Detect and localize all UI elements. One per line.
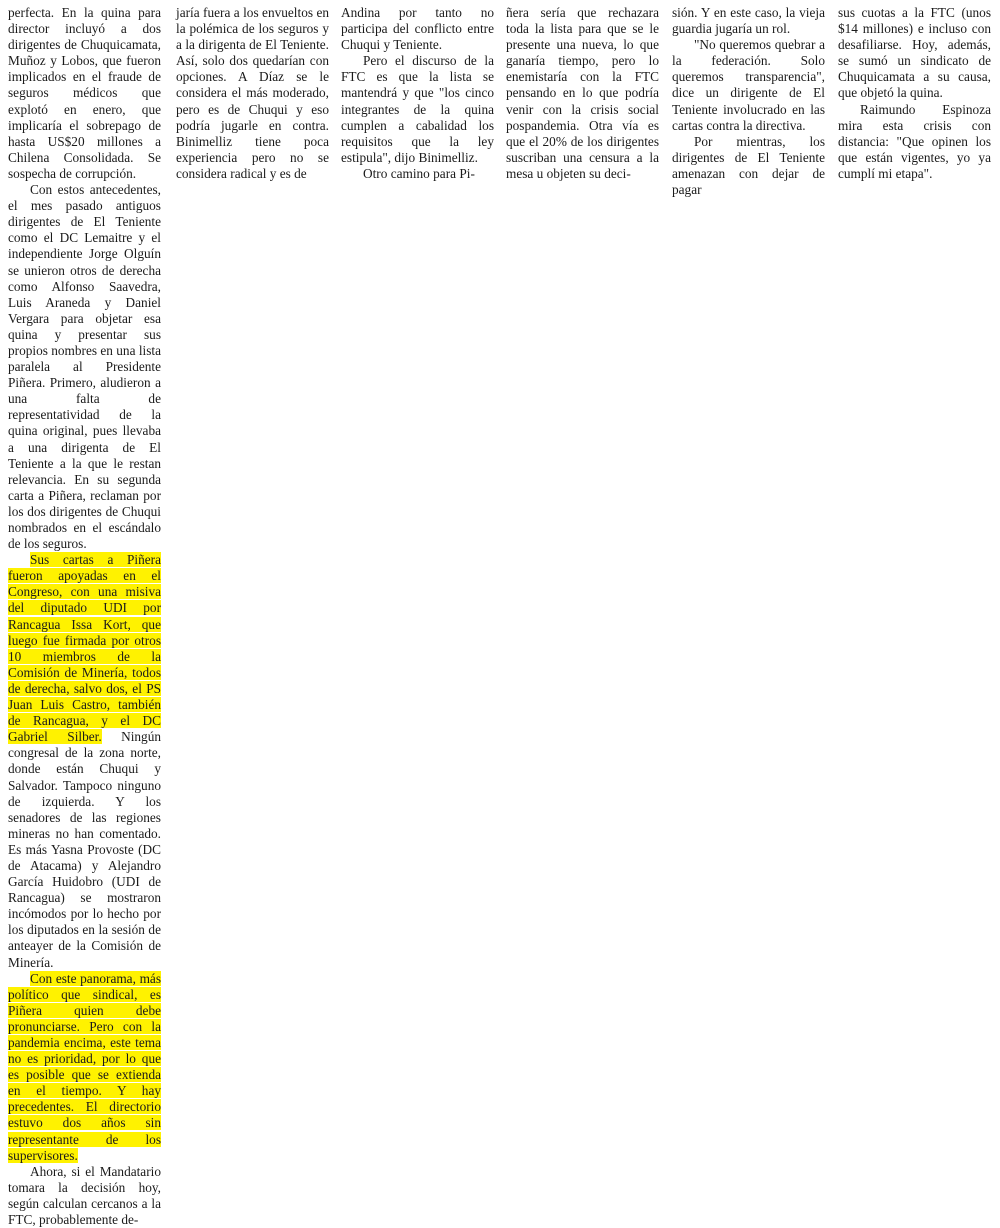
paragraph-text: Ningún congresal de la zona norte, donde están Chuqui y Salvador. Tampoco ninguno de izquierda. Y los senadores de las regiones mineras no han comentado. Es más Yasna Provoste (DC de Atacama) y Alejandro García Huidobro (UDI de Rancagua) se mostraron incómodos por lo hecho por los diputados en la sesión de anteayer de la Comisión de Minería. [8, 729, 161, 970]
paragraph: "No queremos quebrar a la federación. Solo queremos transparencia", dice un dirigente de El Teniente involucrado en las cartas contra la directiva. [672, 37, 825, 133]
article-column-5 [672, 5, 825, 198]
article-column-6 [838, 5, 991, 182]
paragraph: sus cuotas a la FTC (unos $14 millones) e incluso con desafiliarse. Hoy, además, se sumó un sindicato de Chuquicamata a su causa, que objetó la quina. [838, 5, 991, 101]
article-column-4 [506, 5, 659, 182]
paragraph: Ahora, si el Mandatario tomara la decisión hoy, según calculan cercanos a la FTC, probablemente de- [8, 1163, 161, 1228]
highlighted-text: Con este panorama, más político que sindical, es Piñera quien debe pronunciarse. Pero con la pandemia encima, este tema no es prioridad, por lo que es posible que se extienda en el tiempo. Y hay precedentes. El directorio estuvo dos años sin representante de los supervisores. [8, 970, 161, 1163]
article-column-1 [8, 5, 161, 1228]
paragraph: Con estos antecedentes, el mes pasado antiguos dirigentes de El Teniente como el DC Lemaitre y el independiente Jorge Olguín se unieron otros de derecha como Alfonso Saavedra, Luis Araneda y Daniel Vergara para objetar esa quina y presentar sus propios nombres en una lista paralela al Presidente Piñera. Primero, aludieron a una falta de representatividad de la quina original, pues llevaba a una dirigenta de El Teniente a la que le restan relevancia. En su segunda carta a Piñera, reclaman por los dos dirigentes de Chuqui nombrados en el escándalo de los seguros. [8, 182, 161, 552]
article-column-3 [341, 5, 494, 182]
paragraph: Pero el discurso de la FTC es que la lista se mantendrá y que "los cinco integrantes de la quina cumplen a cabalidad los requisitos que la ley estipula", dijo Binimelliz. [341, 53, 494, 165]
paragraph [8, 971, 161, 1164]
paragraph: Andina por tanto no participa del conflicto entre Chuqui y Teniente. [341, 5, 494, 53]
paragraph: sión. Y en este caso, la vieja guardia jugaría un rol. [672, 5, 825, 37]
paragraph: Raimundo Espinoza mira esta crisis con distancia: "Que opinen los que están vigentes, yo ya cumplí mi etapa". [838, 101, 991, 181]
paragraph: Por mientras, los dirigentes de El Teniente amenazan con dejar de pagar [672, 133, 825, 198]
paragraph: ñera sería que rechazara toda la lista para que se le presente una nueva, lo que ganaría tiempo, pero lo enemistaría con la FTC pensando en lo que podría venir con la crisis social pospandemia. Otra vía es que el 20% de los dirigentes suscriban una censura a la mesa u objeten su deci- [506, 5, 659, 181]
highlighted-text: Sus cartas a Piñera fueron apoyadas en el Congreso, con una misiva del diputado UDI por Rancagua Issa Kort, que luego fue firmada por otros 10 miembros de la Comisión de Minería, todos de derecha, salvo dos, el PS Juan Luis Castro, también de Rancagua, y el DC Gabriel Silber. [8, 552, 161, 745]
paragraph: Otro camino para Pi- [363, 165, 475, 181]
paragraph: perfecta. En la quina para director incluyó a dos dirigentes de Chuquicamata, Muñoz y Lobos, que fueron implicados en el fraude de seguros médicos que explotó en enero, que implicaría el sobrepago de hasta US$20 millones a Chilena Consolidada. Se sospecha de corrupción. [8, 5, 161, 181]
paragraph [8, 552, 161, 970]
article-column-2 [176, 5, 329, 182]
paragraph: jaría fuera a los envueltos en la polémica de los seguros y a la dirigenta de El Teniente. Así, solo dos quedarían con opciones. A Díaz se le considera el más moderado, pero es de Chuqui y eso podría jugarle en contra. Binimelliz tiene poca experiencia pero no se considera radical y es de [176, 5, 329, 181]
